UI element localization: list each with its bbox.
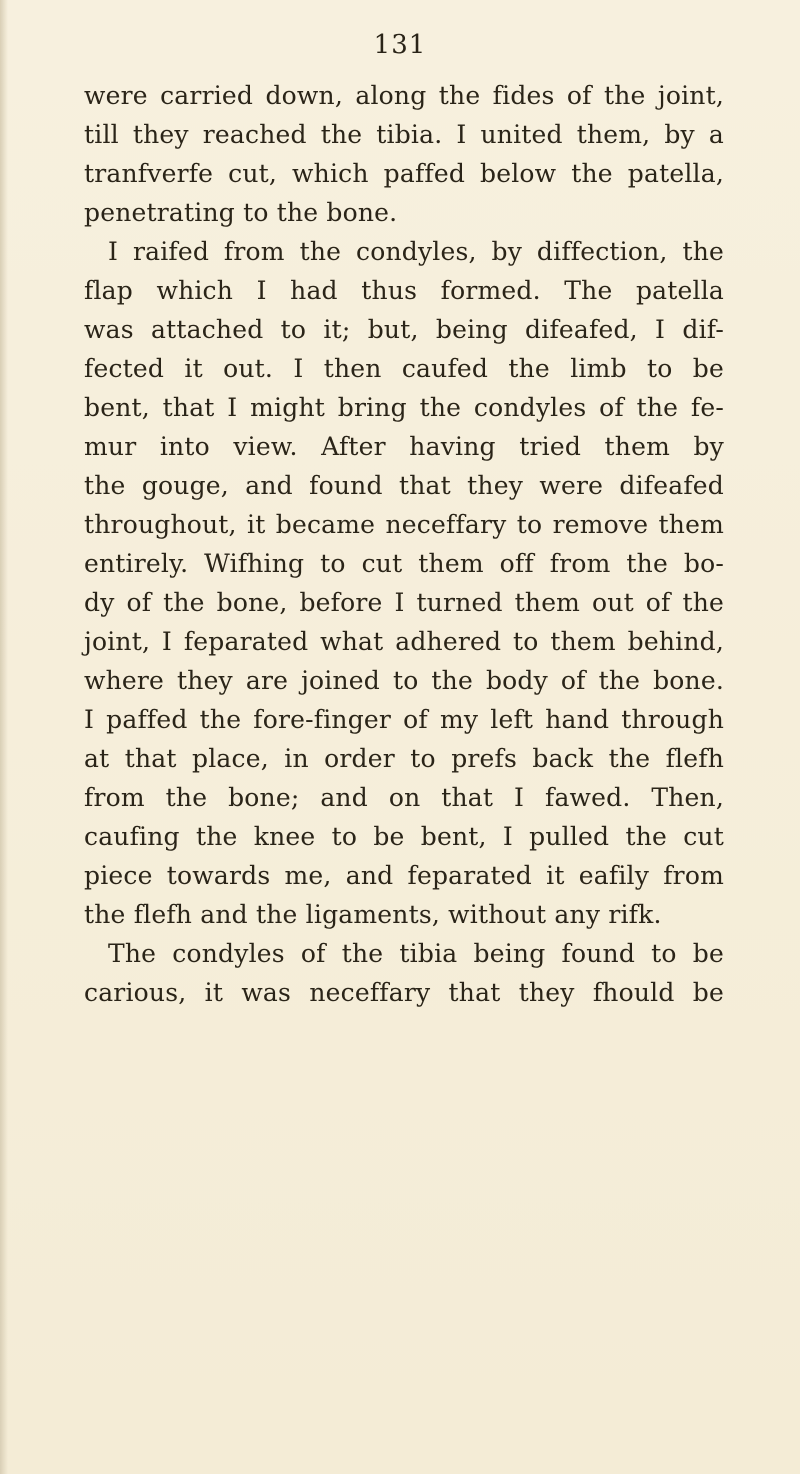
text-line: from the bone; and on that I fawed. Then, (84, 783, 724, 812)
text-line: were carried down, along the fides of the joint, (84, 81, 724, 110)
page-number: 131 (373, 30, 427, 60)
text-line: joint, I feparated what adhered to them behind, (84, 627, 724, 656)
page-gutter-shadow (0, 0, 8, 1474)
text-line: I paffed the fore-finger of my left hand through (84, 705, 724, 734)
text-line: carious, it was neceffary that they fhould be (84, 978, 724, 1007)
text-line: mur into view. After having tried them by (84, 432, 724, 461)
text-line: dy of the bone, before I turned them out of the (84, 588, 724, 617)
text-line: flap which I had thus formed. The patella (84, 276, 724, 305)
text-line: at that place, in order to prefs back the flefh (84, 744, 724, 773)
text-line: throughout, it became neceffary to remove them (84, 510, 724, 539)
body-text (84, 76, 724, 1012)
text-line: caufing the knee to be bent, I pulled the cut (84, 822, 724, 851)
text-line: I raifed from the condyles, by diffection, the (108, 237, 724, 266)
text-line: the gouge, and found that they were difeafed (84, 471, 724, 500)
text-line: the flefh and the ligaments, without any rifk. (84, 900, 662, 929)
text-line: bent, that I might bring the condyles of the fe- (84, 393, 724, 422)
text-line: till they reached the tibia. I united them, by a (84, 120, 724, 149)
text-line: fected it out. I then caufed the limb to be (84, 354, 724, 383)
text-line: The condyles of the tibia being found to be (108, 939, 724, 968)
text-line: tranfverfe cut, which paffed below the patella, (84, 159, 724, 188)
text-line: penetrating to the bone. (84, 198, 398, 227)
text-line: entirely. Wifhing to cut them off from the bo- (84, 549, 724, 578)
text-line: where they are joined to the body of the bone. (84, 666, 724, 695)
text-line: was attached to it; but, being difeafed, I dif- (84, 315, 724, 344)
text-line: piece towards me, and feparated it eafily from (84, 861, 724, 890)
